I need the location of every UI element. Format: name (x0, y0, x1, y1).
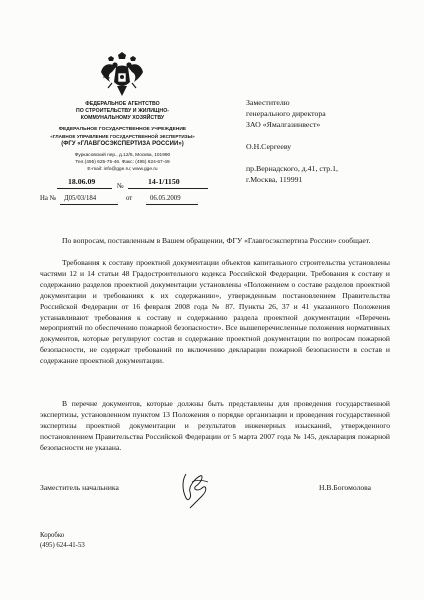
reference-prefix: На № (40, 195, 57, 202)
date-underline (57, 188, 112, 189)
body-paragraph-3: В перечне документов, которые должны быть представлены для проведения государственной экспертизы, установленном пунктом 13 Положения о порядке организации и проведения государственной экспертизы проектной документации и результатов инженерных изысканий, утвержденного постановлением Правительства Российской Федерации от 5 марта 2007 года № 145, декларация пожарной безопасности не указана. (40, 399, 390, 452)
agency-name-line-1: ФЕДЕРАЛЬНОЕ АГЕНТСТВО (85, 101, 160, 107)
reference-from: от (126, 195, 133, 202)
agency-name-line-3: КОММУНАЛЬНОМУ ХОЗЯЙСТВУ (80, 115, 165, 121)
org-name-line-1: ФЕДЕРАЛЬНОЕ ГОСУДАРСТВЕННОЕ УЧРЕЖДЕНИЕ (58, 127, 187, 132)
addressee-line-3: ЗАО «Ямалгазинвест» (246, 120, 321, 129)
org-address: Фуркасовский пер., д.12/5, Москва, 101990 (74, 153, 171, 158)
addressee-name: О.Н.Сергееву (246, 142, 292, 151)
executor-phone: (495) 624-41-53 (40, 542, 85, 549)
reference-date: 06.05.2009 (150, 195, 181, 202)
addressee-address-2: г.Москва, 119991 (246, 175, 303, 184)
org-phone-fax: Тел.(495) 625-75-46. Факс: (495) 624-67-49 (75, 160, 170, 165)
signatory-title: Заместитель начальника (40, 483, 119, 492)
coat-of-arms-emblem (100, 52, 144, 98)
letter-date: 18.06.09 (68, 177, 96, 186)
number-underline (128, 188, 208, 189)
reference-underline (60, 204, 118, 205)
addressee-line-2: генерального директора (246, 109, 326, 118)
body-paragraph-2: Требования к составу проектной документации объектов капитального строительства установлены частями 12 и 14 статьи 48 Градостроительного кодекса Российской Федерации. Требования к составу и содержанию разделов проектной документации установлены «Положением о составе разделов проектной документации и требованиях к их содержанию», утвержденным постановлением Правительства Российской Федерации от 16 февраля 2008 года № 87. Пункты 26, 37 и 41 указанного Положения устанавливают требования к составу и содержанию раздела проектной документации «Перечень мероприятий по обеспечению пожарной безопасности». Все вышеперечисленные положения нормативных документов, которые регулируют состав и содержание проектной документации по вопросам пожарной безопасности, не содержат требований по включению декларации пожарной безопасности в состав и содержание проектной документации. (40, 258, 390, 366)
reference-date-underline (146, 204, 198, 205)
addressee-address-1: пр.Вернадского, д.41, стр.1, (246, 164, 339, 173)
reference-number: Д05/03/184 (64, 195, 97, 202)
executor-name: Коробко (40, 532, 65, 539)
org-name-line-3: (ФГУ «ГЛАВГОСЭКСПЕРТИЗА РОССИИ») (61, 141, 184, 147)
org-name-line-2: «ГЛАВНОЕ УПРАВЛЕНИЕ ГОСУДАРСТВЕННОЙ ЭКСПЕРТИЗЫ» (50, 134, 195, 139)
number-sign: № (117, 182, 124, 190)
body-paragraph-1: По вопросам, поставленным в Вашем обращении, ФГУ «Главгосэкспертиза России» сообщает. (62, 236, 371, 245)
signatory-name: Н.В.Богомолова (319, 483, 372, 492)
org-email-web: E-mail: info@gge.ru; www.gge.ru (87, 167, 158, 172)
addressee-line-1: Заместителю (246, 98, 290, 107)
handwritten-signature (172, 468, 216, 510)
letter-number: 14-1/1150 (148, 177, 180, 186)
agency-name-line-2: ПО СТРОИТЕЛЬСТВУ И ЖИЛИЩНО- (75, 108, 170, 114)
